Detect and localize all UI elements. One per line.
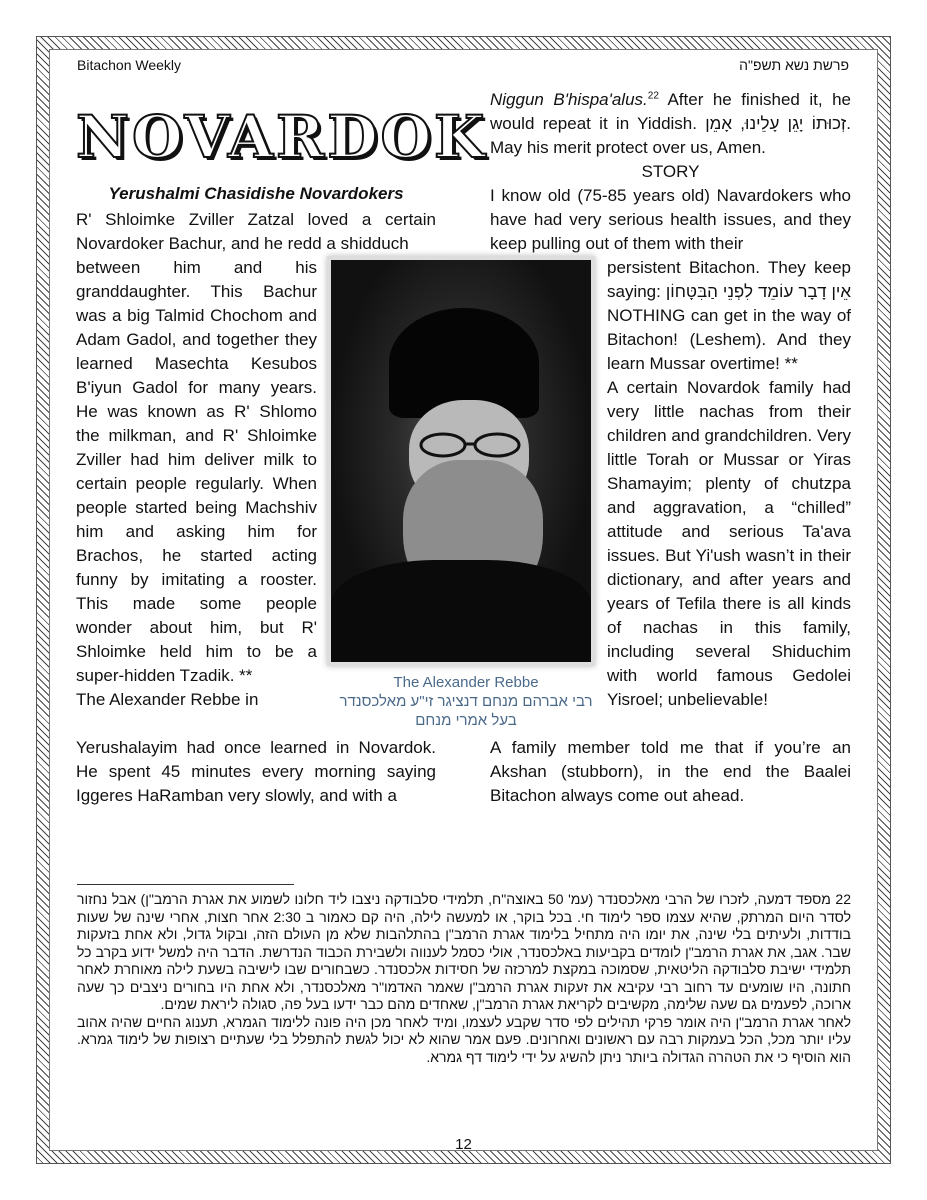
masthead-title: NOVARDOK — [76, 103, 488, 171]
page-number: 12 — [455, 1136, 472, 1153]
photo-caption-hebrew: רבי אברהם מנחם דנציגר זי"ע מאלכסנדר בעל אמרי מנחם — [339, 693, 593, 729]
rebbe-photo — [331, 260, 591, 662]
left-column-bottom — [76, 736, 436, 808]
newsletter-title: Bitachon Weekly — [77, 57, 182, 73]
paragraph: Niggun B'hispa'alus.$^{22}$ After he finished it, he would repeat it in Yiddish. זְכוּתוֹ יָגֵן עָלֵינוּ, אָמֵן. May his merit protect over us, Amen. — [490, 90, 851, 157]
footnote-paragraph: 22 מספד דמעה, לזכרו של הרבי מאלכסנדר (עמ' 50 באוצה"ח, תלמידי סלבודקה ניצבו ליד חלונו לשמוע את אגרת הרמב"ן) אבל נחזור לסדר היום המרתק, שהיא עצמו ספר לימוד חי. בכל בוקר, או למעשה לילה, היה קם כאמור ב 2:30 אחר חצות, אחרי שינה של שעות בודדות, ולעיתים בלי שינה, את יומו היה מתחיל בלימוד אגרת הרמב"ן בהתלהבות שלא מן העולם הזה, ובקול גדול, ולא אחת בזעקות שבר. אגב, את אגרת הרמב"ן לומדים בקביעות באלכסנדר, אולי כסמל לענווה ולשבירת הכבוד הנדרשת. הדבר היה למשל ידוע בקרב כל תלמידי ישיבת סלבודקה הליטאית, שסמוכה במקצת למרכזה של חסידות אלכסנדר. כשבחורים שבו לישיבה בשעת לילה מאוחרת לאחר חתונה, היו שומעים עד רחוב רבי עקיבא את זעקות אגרת הרמב"ן שאמר האדמו"ר מאלכסנדר, ולא אחת היו בחורים ניצבים כך שעה ארוכה, לפעמים גם שעה שלימה, מקשיבים לקריאת אגרת הרמב"ן, שאחדים מהם כבר ידעו בעל פה, סגולה ליראת שמים. — [77, 891, 851, 1012]
footnote-divider — [77, 884, 294, 885]
paragraph: persistent Bitachon. They keep saying: אֵין דָבָר עוֹמֵד לִפְנֵי הַבִּטָּחוֹן NOTHING can get in the way of Bitachon! (Leshem). And they learn Mussar overtime! ** — [607, 258, 851, 373]
article-subhead: Yerushalmi Chasidishe Novardokers — [108, 184, 404, 203]
paragraph: Yerushalayim had once learned in Novardok. He spent 45 minutes every morning saying Iggeres HaRamban very slowly, and with a — [76, 738, 436, 805]
paragraph: A family member told me that if you’re an Akshan (stubborn), in the end the Baalei Bitachon always come out ahead. — [490, 738, 851, 805]
story-heading: STORY — [641, 162, 700, 181]
parsha-title: פרשת נשא תשפ"ה — [739, 57, 849, 73]
paragraph: R' Shloimke Zviller Zatzal loved a certain Novardoker Bachur, and he redd a shidduch — [76, 210, 436, 253]
paragraph: between him and his granddaughter. This Bachur was a big Talmid Chochom and Adam Gadol, and together they learned Masechta Kesubos B'iyun Gadol for many years. He was known as R' Shlomo the milkman, and R' Shloimke Zviller had him deliver milk to certain people regularly. When people started being Machshiv him and asking him for Brachos, he started acting funny by imitating a rooster. This made some people wonder about him, but R' Shloimke held him to be a super-hidden Tzadik. ** — [76, 258, 317, 685]
paragraph: A certain Novardok family had very little nachas from their children and grandchildren. Very little Torah or Mussar or Yiras Shamayim; plenty of chutzpa and aggravation, a “chilled” attitude and serious Ta'ava issues. But Yi'ush wasn’t in their dictionary, and after years and years of Tefila there is all kinds of nachas in this family, including several Shiduchim with world famous Gedolei Yisroel; unbelievable! — [607, 378, 851, 709]
right-column-top — [490, 88, 851, 256]
paragraph: I know old (75-85 years old) Navardokers who have had very serious health issues, and they keep pulling out of them with their — [490, 186, 851, 253]
photo-caption-english: The Alexander Rebbe — [393, 674, 539, 691]
left-column-narrow — [76, 256, 317, 712]
footnote-paragraph: לאחר אגרת הרמב"ן היה אומר פרקי תהילים לפי סדר שקבע לעצמו, ומיד לאחר מכן היה פונה ללימוד הגמרא, תענוג החיים שהיה אהוב עליו יותר מכל, הכל בעמקות רבה עם ראשונים ואחרונים. פעם אמר שהוא לא יכול לגשת להתפלל בלי שעתיים רצופות של לימוד גמרא. הוא הוסיף כי את הטהרה הגדולה ביותר ניתן להשיג על ידי לימוד דף גמרא. — [77, 1013, 851, 1065]
paragraph: The Alexander Rebbe in — [76, 690, 259, 709]
footnote-ref: 22 — [647, 90, 659, 102]
right-column-narrow — [607, 256, 851, 712]
right-column-bottom — [490, 736, 851, 808]
footnote — [77, 891, 851, 1066]
left-column-top — [76, 208, 436, 256]
